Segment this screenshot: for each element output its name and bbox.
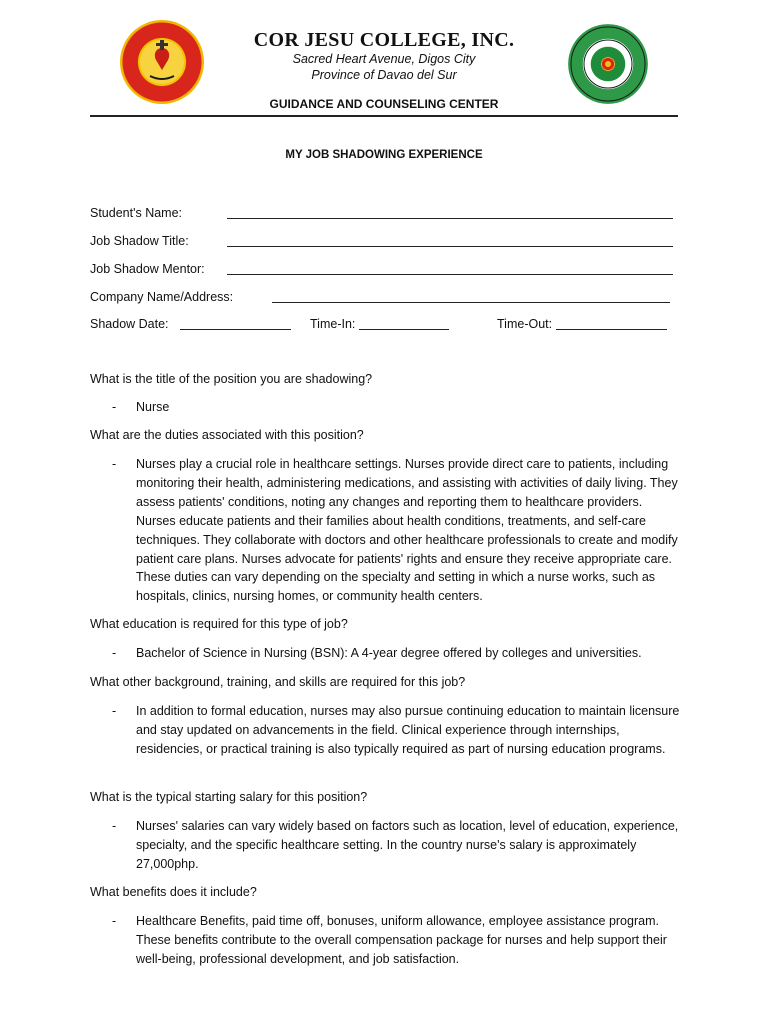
job-shadow-mentor-label: Job Shadow Mentor: [90,262,205,276]
answer: Nurses play a crucial role in healthcare settings. Nurses provide direct care to patients, including monitoring their health, administering medications, and assisting with activities of daily living. They assess patients' conditions, noting any changes and reporting them to healthcare providers. Nurses educate patients and their families about health conditions, treatments, and self-care techniques. They collaborate with doctors and other healthcare professionals to create and modify patient care plans. Nurses advocate for patients' rights and ensure they receive appropriate care. These duties can vary depending on the specialty and setting in which a nurse works, such as hospitals, clinics, nursing homes, or community health centers. [136,457,678,604]
bullet-dash: - [112,819,117,833]
form-title: MY JOB SHADOWING EXPERIENCE [285,149,483,161]
time-in-label: Time-In: [310,317,356,331]
question: What are the duties associated with this position? [90,428,364,442]
guidance-center-seal-logo [568,24,648,104]
answer: Nurse [136,400,170,414]
question: What is the typical starting salary for this position? [90,790,368,804]
college-seal-logo [120,20,204,104]
school-name: COR JESU COLLEGE, INC. [253,29,515,51]
time-out-line[interactable] [556,329,667,330]
question: What benefits does it include? [90,885,257,899]
answer: Healthcare Benefits, paid time off, bonuses, uniform allowance, employee assistance program. These benefits contribute to the overall compensation package for nurses and help support their well-being, professional development, and job satisfaction. [136,914,667,966]
bullet-dash: - [112,457,117,471]
job-shadow-title-line[interactable] [227,246,673,247]
bullet-dash: - [112,646,117,660]
question: What education is required for this type of job? [90,617,348,631]
answer: Nurses' salaries can vary widely based on factors such as location, level of education, experience, specialty, and the specific healthcare setting. In the country nurse's salary is approximately 27,000php. [136,819,679,871]
office-name: GUIDANCE AND COUNSELING CENTER [269,97,499,111]
job-shadow-mentor-line[interactable] [227,274,673,275]
company-line[interactable] [272,302,670,303]
time-out-label: Time-Out: [497,317,553,331]
answer: Bachelor of Science in Nursing (BSN): A 4-year degree offered by colleges and universities. [136,646,642,660]
school-address-line2: Province of Davao del Sur [311,68,457,82]
job-shadow-title-label: Job Shadow Title: [90,234,189,248]
question: What other background, training, and skills are required for this job? [90,675,466,689]
student-name-line[interactable] [227,218,673,219]
school-address-line1: Sacred Heart Avenue, Digos City [292,52,476,66]
shadow-date-label: Shadow Date: [90,317,169,331]
student-name-label: Student's Name: [90,206,183,220]
company-label: Company Name/Address: [90,290,234,304]
time-in-line[interactable] [359,329,449,330]
bullet-dash: - [112,400,117,414]
question: What is the title of the position you are shadowing? [90,372,373,386]
header-divider [90,115,678,117]
shadow-date-line[interactable] [180,329,291,330]
bullet-dash: - [112,704,117,718]
bullet-dash: - [112,914,117,928]
answer: In addition to formal education, nurses may also pursue continuing education to maintain licensure and stay updated on advancements in the field. Clinical experience through internships, residencies, or practical training is also typically required as part of nursing education programs. [136,704,680,756]
